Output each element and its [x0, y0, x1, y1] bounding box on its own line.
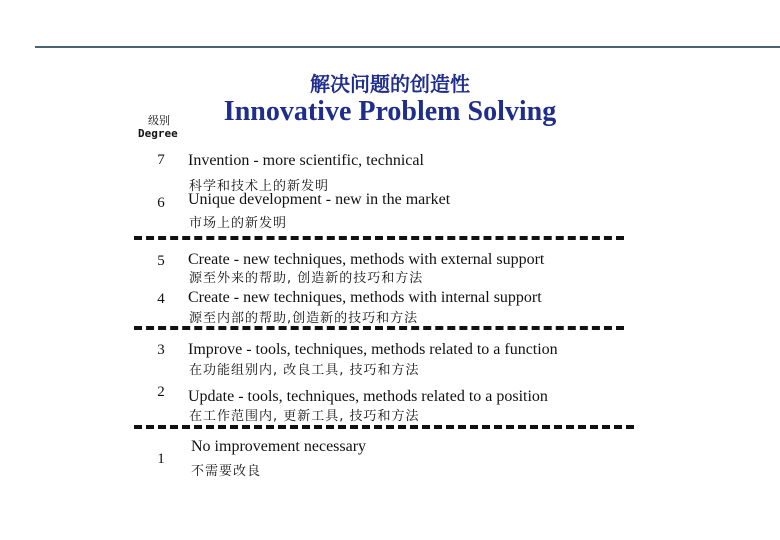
- top-rule: [35, 46, 780, 48]
- title-chinese: 解决问题的创造性: [310, 72, 470, 96]
- level-1-english: No improvement necessary: [191, 438, 367, 455]
- divider-dashed-1: [134, 236, 624, 240]
- level-3-english: Improve - tools, techniques, methods related to a function: [188, 341, 558, 358]
- degree-header-chinese: 级别: [148, 114, 170, 127]
- level-7-english: Invention - more scientific, technical: [188, 152, 424, 169]
- level-7-degree: 7: [157, 152, 165, 168]
- level-4-degree: 4: [157, 291, 165, 307]
- level-5-english: Create - new techniques, methods with external support: [188, 251, 545, 268]
- level-2-english: Update - tools, techniques, methods related to a position: [188, 388, 548, 405]
- level-4-chinese: 源至内部的帮助,创造新的技巧和方法: [189, 311, 419, 326]
- level-6-english: Unique development - new in the market: [188, 191, 451, 208]
- level-1-chinese: 不需要改良: [191, 464, 262, 479]
- title-english: Innovative Problem Solving: [223, 96, 557, 127]
- divider-dashed-2: [134, 326, 624, 330]
- divider-dashed-3: [134, 425, 634, 429]
- level-6-chinese: 市场上的新发明: [189, 216, 288, 231]
- level-2-degree: 2: [157, 384, 165, 400]
- level-5-chinese: 源至外来的帮助, 创造新的技巧和方法: [189, 271, 424, 286]
- level-3-chinese: 在功能组别内, 改良工具, 技巧和方法: [189, 363, 420, 378]
- level-7-chinese: 科学和技术上的新发明: [189, 179, 330, 194]
- degree-header-english: Degree: [138, 127, 178, 140]
- level-2-chinese: 在工作范围内, 更新工具, 技巧和方法: [189, 409, 420, 424]
- level-5-degree: 5: [157, 253, 165, 269]
- level-1-degree: 1: [157, 451, 165, 467]
- level-6-degree: 6: [157, 195, 165, 211]
- level-4-english: Create - new techniques, methods with internal support: [188, 289, 542, 306]
- level-3-degree: 3: [157, 342, 165, 358]
